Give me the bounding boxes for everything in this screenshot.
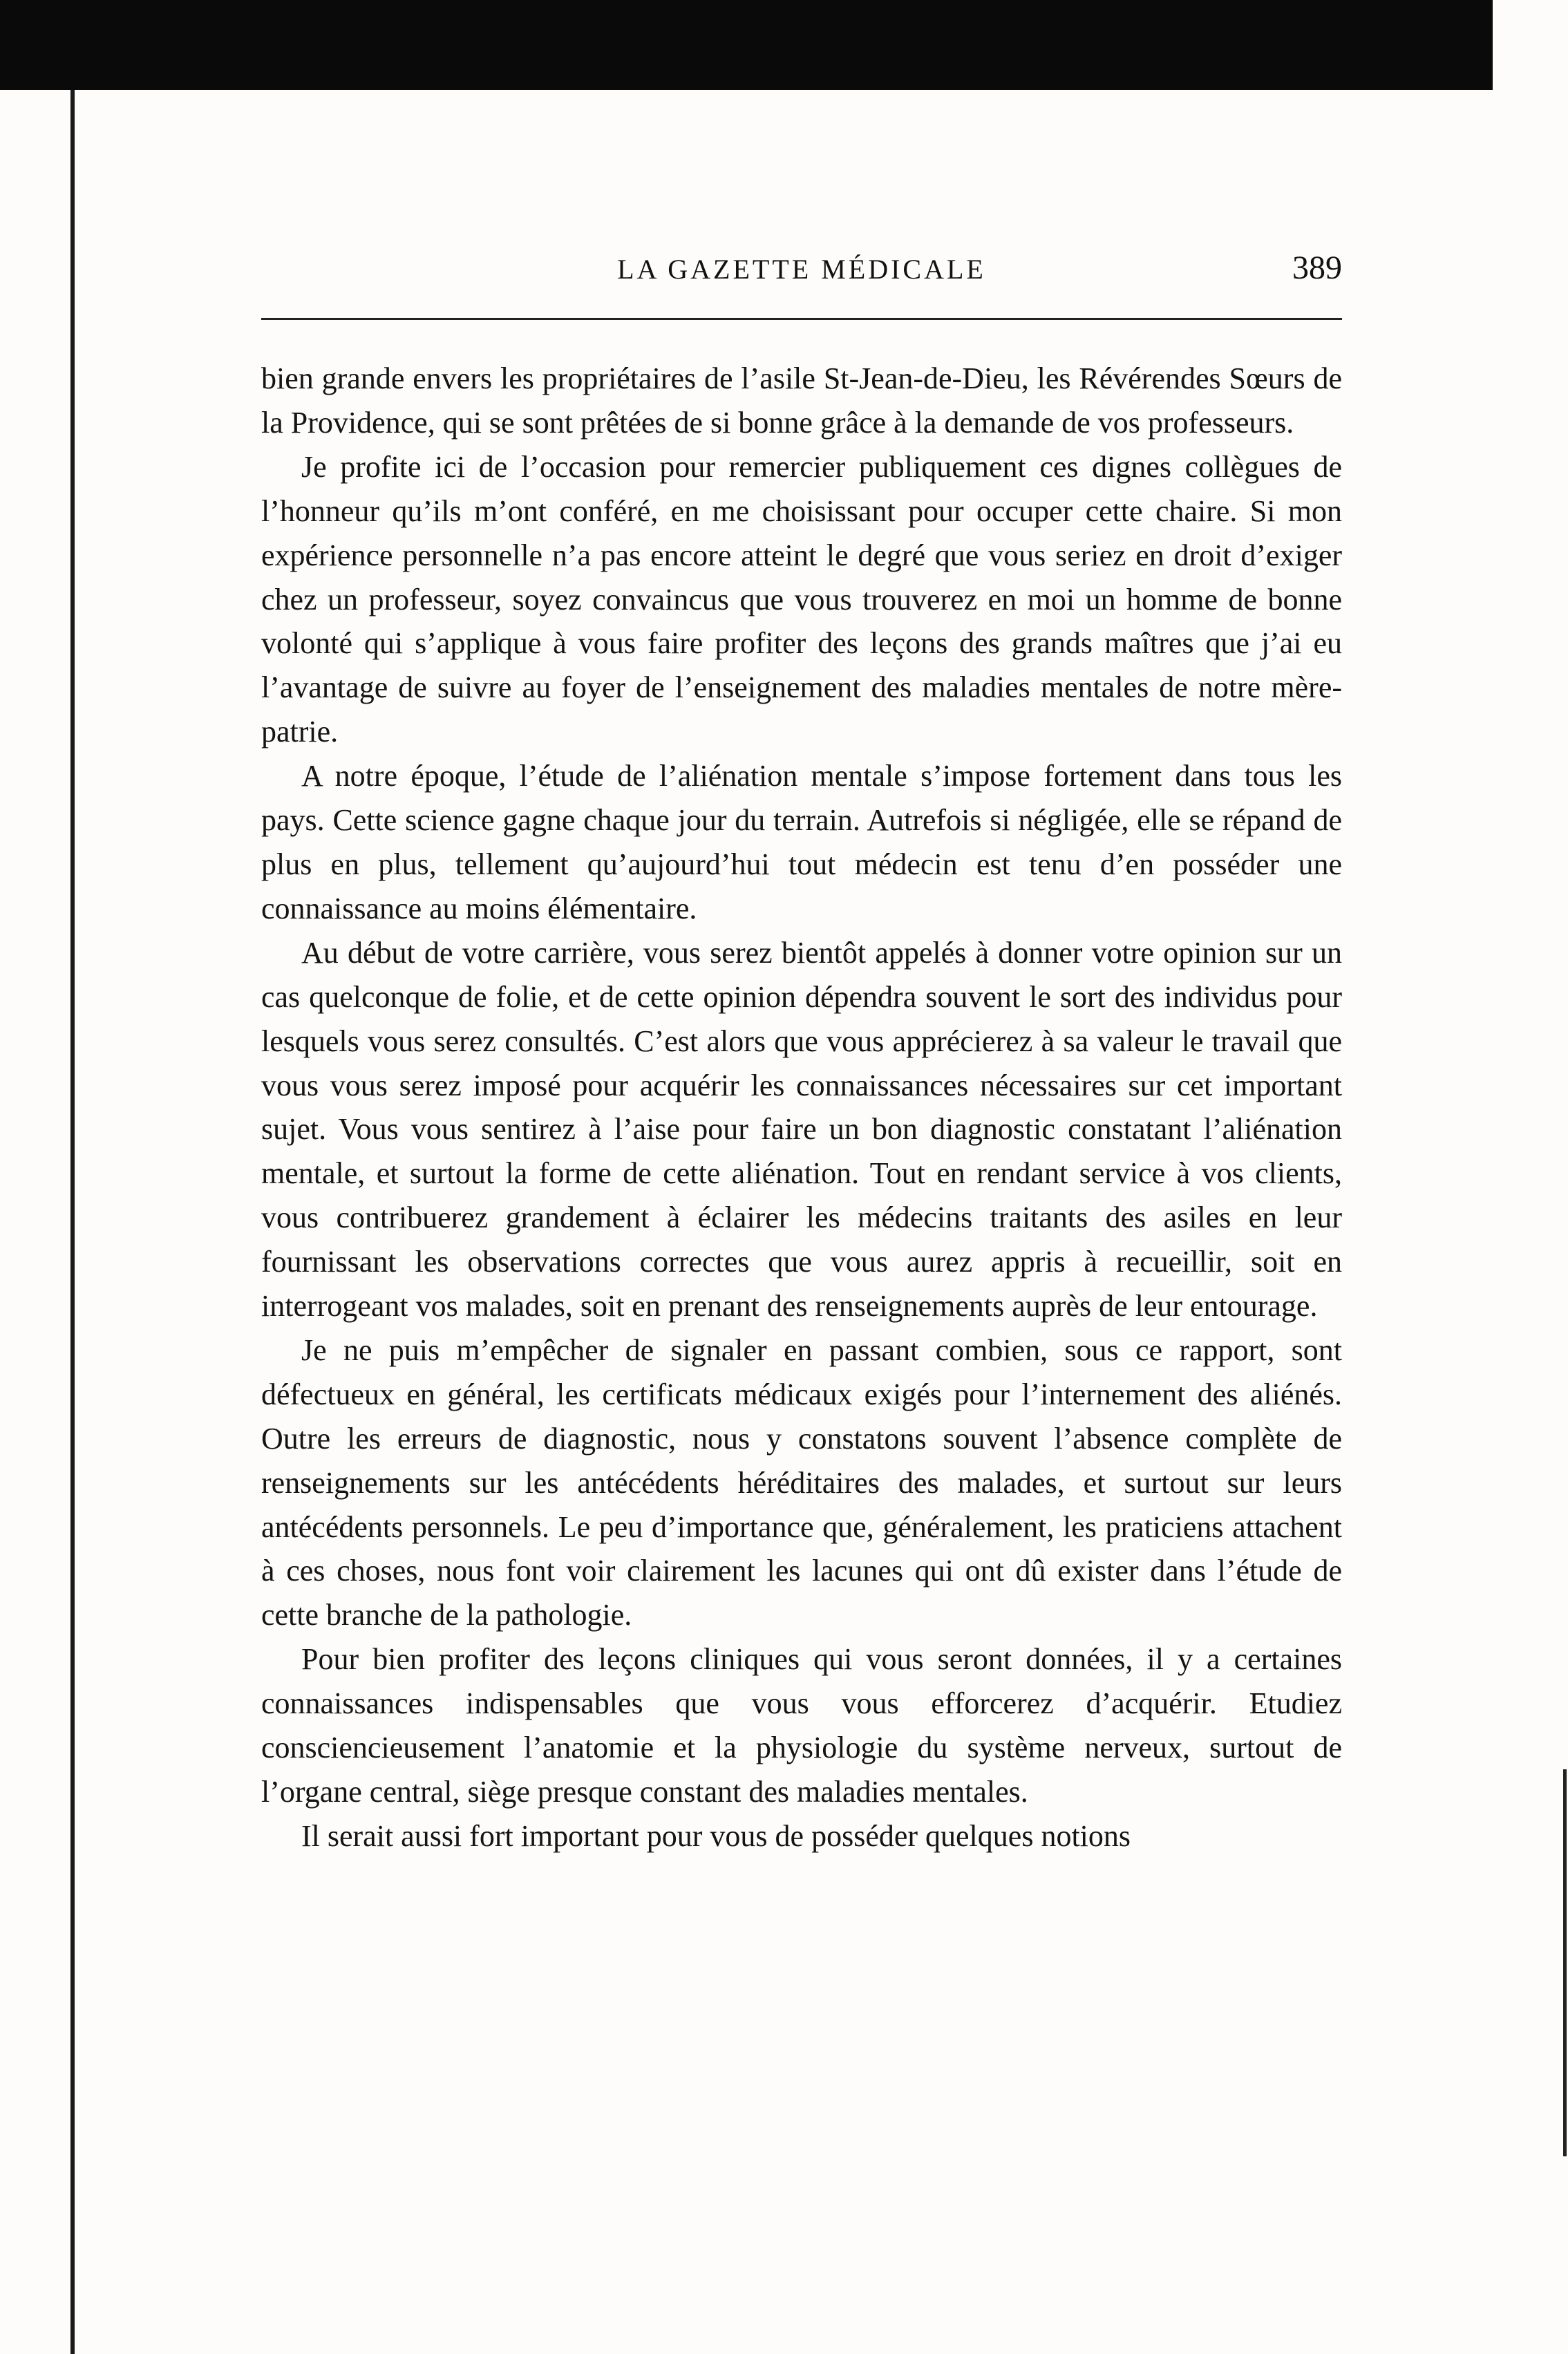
scan-top-border — [0, 0, 1493, 90]
paragraph: bien grande envers les propriétaires de l’asile St-Jean-de-Dieu, les Révérendes Sœurs de la Providence, qui se sont prêtées de si bonne grâce à la demande de vos professeurs. — [261, 361, 1342, 440]
paragraph: Il serait aussi fort important pour vous de posséder quelques notions — [301, 1818, 1131, 1853]
paragraph: Au début de votre carrière, vous serez bientôt appelés à donner votre opinion sur un cas quelconque de folie, et de cette opinion dépendra souvent le sort des individus pour lesquels vous serez consultés. C’est alors que vous apprécierez à sa valeur le travail que vous vous serez imposé pour acquérir les connaissances nécessaires sur cet important sujet. Vous vous sentirez à l’aise pour faire un bon diagnostic constatant l’aliénation mentale, et surtout la forme de cette aliénation. Tout en rendant service à vos clients, vous contribuerez grandement à éclairer les médecins traitants des asiles en leur fournissant les observations correctes que vous aurez appris à recueillir, soit en interrogeant vos malades, soit en prenant des renseignements auprès de leur entourage. — [261, 935, 1342, 1324]
paragraph: Je ne puis m’empêcher de signaler en passant combien, sous ce rapport, sont défectueux en général, les certificats médicaux exigés pour l’internement des aliénés. Outre les erreurs de diagnostic, nous y constatons souvent l’absence complète de renseignements sur les antécédents héréditaires des malades, et surtout sur leurs antécédents personnels. Le peu d’importance que, généralement, les praticiens attachent à ces choses, nous font voir clairement les lacunes qui ont dû exister dans l’étude de cette branche de la pathologie. — [261, 1333, 1342, 1632]
page-header — [261, 249, 1342, 304]
scan-right-edge — [1563, 1769, 1567, 2156]
running-title: LA GAZETTE MÉDICALE — [617, 254, 986, 285]
paragraph: A notre époque, l’étude de l’aliénation mentale s’impose fortement dans tous les pays. Cette science gagne chaque jour du terrain. Autrefois si négligée, elle se répand de plus en plus, tellement qu’aujourd’hui tout médecin est tenu d’en posséder une connaissance au moins élémentaire. — [261, 759, 1342, 925]
body-text — [261, 357, 1342, 1858]
header-rule — [261, 318, 1342, 320]
paragraph: Je profite ici de l’occasion pour remercier publiquement ces dignes collègues de l’honneur qu’ils m’ont conféré, en me choisissant pour occuper cette chaire. Si mon expérience personnelle n’a pas encore atteint le degré que vous seriez en droit d’exiger chez un professeur, soyez convaincus que vous trouverez en moi un homme de bonne volonté qui s’applique à vous faire profiter des leçons des grands maîtres que j’ai eu l’avantage de suivre au foyer de l’enseignement des maladies mentales de notre mère-patrie. — [261, 449, 1342, 749]
paragraph: Pour bien profiter des leçons cliniques qui vous seront données, il y a certaines connaissances indispensables que vous vous efforcerez d’acquérir. Etudiez consciencieusement l’anatomie et la physiologie du système nerveux, surtout de l’organe central, siège presque constant des maladies mentales. — [261, 1642, 1342, 1809]
scan-left-edge — [70, 90, 75, 2354]
page-number: 389 — [1292, 249, 1342, 286]
